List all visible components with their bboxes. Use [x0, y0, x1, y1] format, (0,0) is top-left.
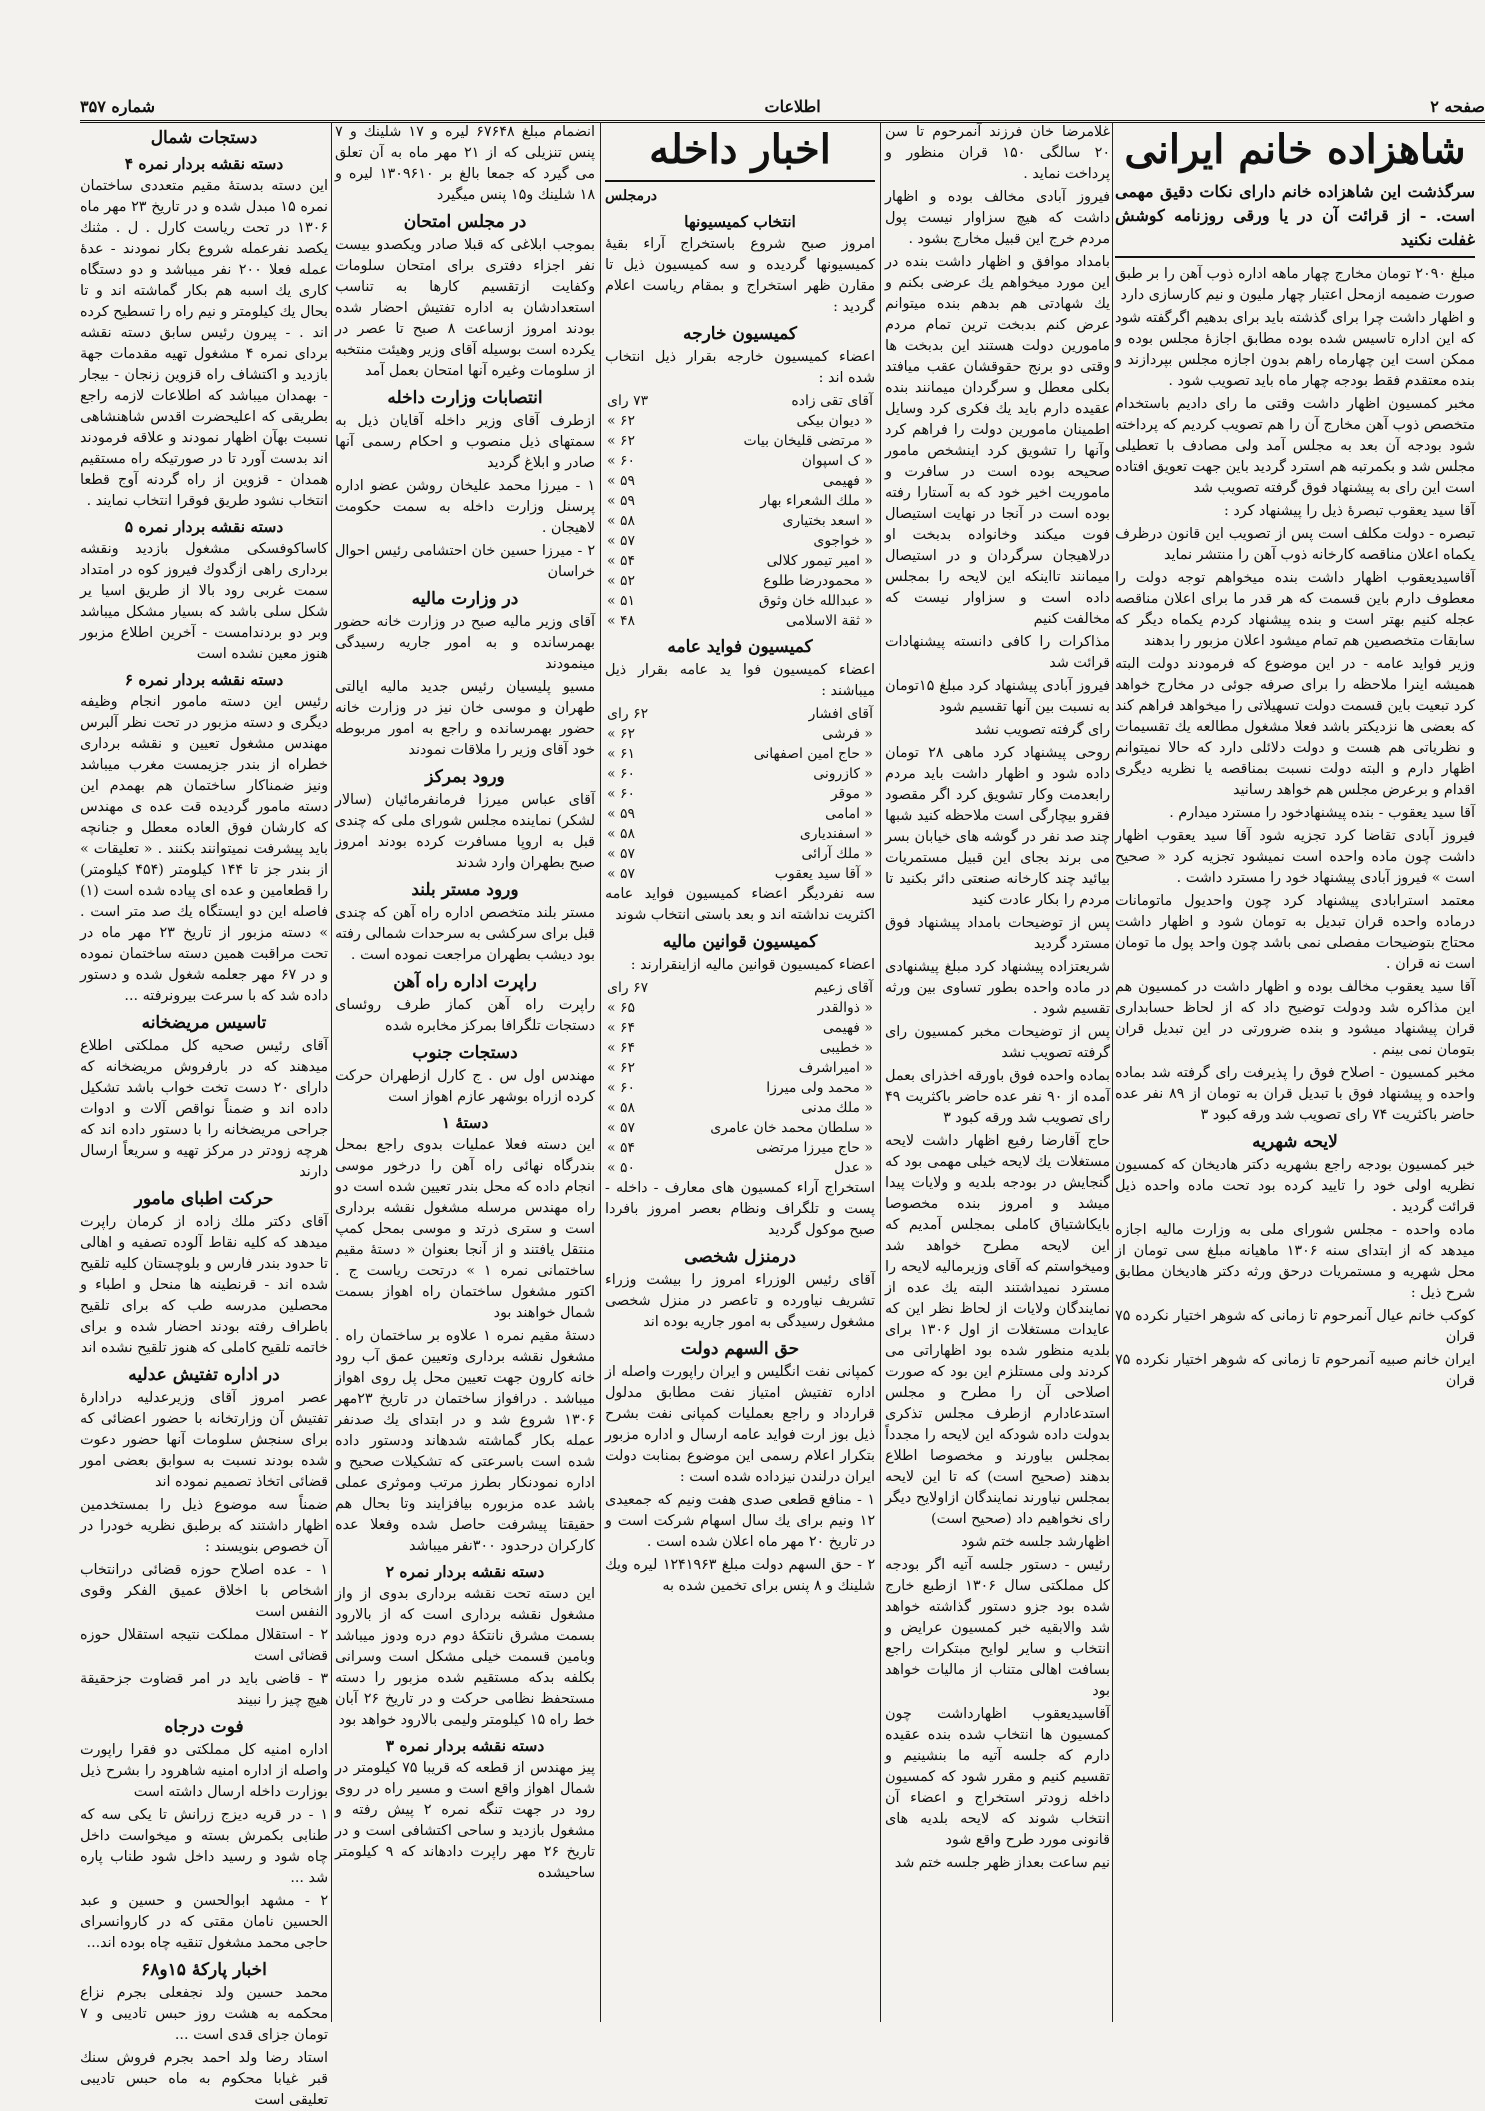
paragraph: رئیس این دسته مامور انجام وظیفه دیگری و دسته مزبور در تحت نظر آلبرس مهندس مشغول تعیین و نقشه برداری خطراه از بندر جزیمست مغرب میباشد ونیز ضمناکار ساختمان هم بهمدم این دسته مامور گردیده قت عده ی مهندس که کارشان فوق العاده معطل و جنانچه باید پیشرفت نمیتوانند بکنند . « تعلیقات » از بندر جز تا ۱۴۴ کیلومتر (۴۵۴ کیلومتر) را قطعامین و عده ای پیاده شده است (۱) فاصله این دو ایستگاه یك صد متر است . » دسته مزبور از تاریخ ۲۳ مهر ماه در تحت مراقبت همین دسته ساختمان نموده و در ۶۷ مهر جعلمه شغول شده و دستور داده شد که با سرعت بیرونرفته ... [80, 694, 329, 1004]
section-heading: در اداره تفتیش عدلیه [128, 1365, 280, 1385]
member-votes: ۵۹ » [607, 493, 636, 509]
section-heading: حق السهم دولت [680, 1339, 800, 1359]
member-name: « ملك آرائی [801, 846, 873, 862]
paragraph: آقای رئیس صحیه کل مملکتی اطلاع میدهند که در بارفروش مریضخانه که دارای ۲۰ دست تخت خواب باشد تشکیل داده اند و ضمناً نواقص آلات و ادوات جراحی مریضخانه را با دستور داده اند که هرچه زودتر در مرکز تهیه و سریعاً ارسال دارند [80, 1038, 328, 1180]
paragraph: دستهٔ مقیم نمره ۱ علاوه بر ساختمان راه . مشغول نقشه برداری وتعیین عمق آب رود خانه کارون جهت تعیین محل پل روی اهواز میباشد . درافواز ساختمان در تاریخ ۲۳مهر ۱۳۰۶ شروع شد و در ابتدای یك صدنفر عمله بکار گماشته شدهاند ودستور داده شده است باسرعتی که تشکیلات صحیح و اداره نمودنکار بطرز مرتب وموثری عملی باشد عده مزبوره بیافزایند وتا بحال هم حقیقتا پیشرفت حاصل شده وفعلا عده کارکران درحدود ۳۰۰نفر میباشد [335, 1328, 595, 1554]
finance-committee-table [605, 978, 875, 1178]
member-name: آقای زعیم [814, 980, 873, 996]
paragraph: راپرت راه آهن کماز طرف روئسای دستجات تلگرافا بمرکز مخابره شده [335, 997, 595, 1034]
member-votes: ۶۲ » [607, 726, 636, 742]
member-votes: ۴۸ » [607, 613, 636, 629]
member-votes: ۶۰ » [607, 786, 636, 802]
member-row [605, 591, 875, 611]
member-name: « امامی [825, 806, 873, 822]
paragraph: پس از توضیحات بامداد پیشنهاد فوق مسترد گردید [885, 915, 1110, 952]
member-name: « اسعد بختیاری [782, 513, 873, 529]
member-votes: ۶۲ رای [607, 706, 649, 722]
member-votes: ۵۷ » [607, 533, 636, 549]
member-name: « آقا سید یعقوب [774, 866, 873, 882]
section-heading: حرکت اطبای مامور [134, 1189, 274, 1209]
member-votes: ۵۸ » [607, 826, 636, 842]
member-name: « کازرونی [813, 766, 873, 782]
member-name: « حاج امین اصفهانی [753, 746, 873, 762]
member-row [605, 864, 875, 884]
member-votes: ۵۴ » [607, 1140, 636, 1156]
member-votes: ۵۷ » [607, 1120, 636, 1136]
member-name: « محمودرضا طلوع [763, 573, 873, 589]
paragraph: اظهارشد جلسه ختم شود [961, 1534, 1110, 1550]
paragraph: مبلغ ۲۰۹۰ تومان مخارج چهار ماهه اداره ذوب آهن را بر طبق صورت ضمیمه ازمحل اعتبار چهار ملیون و نیم کارسازی دارد [1115, 266, 1476, 303]
paragraph: آقاسیدیعقوب اظهارداشت چون کمسیون ها انتخاب شده بنده عقیده دارم که جلسه آتیه ما بنشینیم و تقسیم کنیم و مقرر شود که کمسیون داخله زودتر استخراج و اعضاء آن انتخاب شوند که لایحه بلدیه های قانونی مورد طرح واقع شود [885, 1706, 1110, 1848]
member-name: آقای افشار [808, 706, 873, 722]
paragraph: کوکب خانم عیال آنمرحوم تا زمانی که شوهر اختیار نکرده ۷۵ قران [1115, 1308, 1475, 1345]
paragraph: پیز مهندس از قطعه که قریبا ۷۵ کیلومتر در شمال اهواز واقع است و مسیر راه در روی رود در جهت تنگه نمره ۲ پیش رفته و مشغول بازدید و ساحی اکتشافی است و در تاریخ ۲۶ مهر راپرت دادهاند که ۹ کیلومتر ساحیشده [335, 1760, 596, 1881]
paragraph: ۱ - میرزا محمد علیخان روشن عضو اداره پرسنل وزارت داخله به سمت حکومت لاهیجان . [335, 478, 595, 536]
paragraph: محمد حسین ولد نجفعلی بجرم نزاع محکمه به هشت روز حبس تادیبی و ۷ تومان جزای قدی است ... [80, 1985, 328, 2043]
paragraph: آقای وزیر مالیه صبح در وزارت خانه حضور بهمرسانده و به امور جاریه رسیدگی مینمودند [335, 614, 595, 672]
member-votes: ۵۸ » [607, 1100, 636, 1116]
section-heading: فوت درجاه [164, 1717, 244, 1737]
member-row [605, 551, 875, 571]
member-name: « ذوالقدر [817, 1000, 873, 1016]
member-votes: ۵۷ » [607, 846, 636, 862]
member-name: آقای تقی زاده [791, 393, 873, 409]
member-name: « ک اسپوان [801, 453, 873, 469]
member-row [605, 1078, 875, 1098]
member-votes: ۶۲ » [607, 413, 636, 429]
page-masthead [80, 80, 1485, 123]
paragraph: بماده واحده فوق باورقه اخذرای بعمل آمده از ۹۰ نفر عده حاضر باکثریت ۴۹ رای تصویب شد ورقه کبود ۳ [885, 1068, 1111, 1126]
paragraph: رای گرفته تصویب نشد [974, 722, 1110, 738]
member-row [605, 491, 875, 511]
member-name: « عبدالله خان وثوق [758, 593, 873, 609]
paragraph: فیروز آبادی پیشنهاد کرد مبلغ ۱۵تومان به نسبت بین آنها تقسیم شود [885, 678, 1110, 715]
section-heading: دسته نقشه بردار نمره ۶ [124, 670, 284, 689]
section-heading: کمیسیون فواید عامه [667, 637, 813, 657]
paragraph: شریعتزاده پیشنهاد کرد مبلغ پیشنهادی در ماده واحده بطور تساوی بین ورثه تقسیم شود . [885, 959, 1110, 1017]
serial-ingress: سرگذشت این شاهزاده خانم دارای نکات دقیق مهمی است. - از قرائت آن در یا ورقی روزنامه کوشش غفلت نکنید [1115, 180, 1475, 258]
member-row [605, 804, 875, 824]
paragraph: ۱ - عده اصلاح حوزه قضائی درانتخاب اشخاص با اخلاق عمیق الفکر وقوی النفس است [80, 1562, 328, 1620]
member-row [605, 724, 875, 744]
member-name: « امیراشرف [798, 1060, 873, 1076]
section-heading: لایحه شهریه [1252, 1132, 1338, 1152]
paragraph: آقا سید یعقوب - بنده پیشنهادخود را مسترد میدارم . [1169, 805, 1475, 821]
member-votes: ۵۲ » [607, 573, 636, 589]
paragraph: عصر امروز آقای وزیرعدلیه درادارهٔ تفتیش آن وزارتخانه با حضور اعضائی که برای سنجش سلومات آنها حضور دعوت شده بودند نسبت به سوابق بعضی امور قضائی اتخاذ تصمیم نموده اند [80, 1390, 328, 1490]
paragraph: ضمناً سه موضوع ذیل را بمستخدمین اظهار داشتند که برطبق نظریه خودرا در آن خصوص بنویسند : [80, 1497, 328, 1555]
member-votes: ۶۲ » [607, 1060, 636, 1076]
member-name: « حاج میرزا مرتضی [756, 1140, 873, 1156]
member-row [605, 744, 875, 764]
member-votes: ۵۷ » [607, 866, 636, 882]
paragraph: امروز صبح شروع باستخراج آراء بقیهٔ کمیسیونها گردیده و سه کمیسیون ذیل تا مقارن ظهر استخراج و بمقام ریاست اعلام گردید : [605, 236, 875, 315]
paragraph: آقا سید یعقوب مخالف بوده و اظهار داشت در کمسیون هم این مذاکره شد ودولت توضیح داد که از لحاظ حسابداری قران پیشنهاد میشود و بنده ضرورتی در این تبدیل قران بتومان نمی بینم . [1115, 979, 1475, 1058]
member-votes: ۵۹ » [607, 806, 636, 822]
section-heading: دسته نقشه بردار نمره ۳ [385, 1736, 545, 1755]
member-votes: ۵۰ » [607, 1160, 636, 1176]
paragraph: ماده واحده - مجلس شورای ملی به وزارت مالیه اجازه میدهد که از ابتدای سنه ۱۳۰۶ ماهیانه مبلغ سی تومان از محل شهریه و مستمریات درحق ورثه دکتر هادیخان مطابق شرح ذیل : [1115, 1222, 1476, 1301]
section-heading: درمنزل شخصی [684, 1247, 796, 1267]
member-votes: ۵۱ » [607, 593, 636, 609]
member-name: « ملك مدنی [801, 1100, 873, 1116]
column-news-2 [335, 122, 595, 2022]
member-row [605, 998, 875, 1018]
member-name: « عدل [834, 1160, 873, 1176]
member-row [605, 1098, 875, 1118]
paragraph: اعضاء کمیسیون قوانین مالیه ازاینقرارند : [630, 957, 875, 973]
member-row [605, 978, 875, 998]
section-heading: در مجلس امتحان [403, 212, 527, 232]
member-name: « دیوان بیکی [796, 413, 873, 429]
paragraph: آقا سید یعقوب تبصرهٔ ذیل را پیشنهاد کرد : [1224, 503, 1475, 519]
member-votes: ۶۴ » [607, 1020, 636, 1036]
section-heading: تاسیس مریضخانه [141, 1013, 267, 1033]
paragraph: آقای عباس میرزا فرمانفرمائیان (سالار لشکر) نماینده مجلس شورای ملی که چندی قبل به اروپا مسافرت کرده بودند امروز صبح بطهران وارد شدند [335, 792, 595, 871]
paragraph: ۱ - در قریه دیزج زرانش تا یکی سه که طنابی بکمرش بسته و میخواست داخل چاه شود و رسید داخل شود طناب پاره شد ... [80, 1807, 328, 1886]
member-votes: ۵۸ » [607, 513, 636, 529]
member-row [605, 1118, 875, 1138]
member-row [605, 844, 875, 864]
paragraph: غلامرضا خان فرزند آنمرحوم تا سن ۲۰ سالگی ۱۵۰ قران منظور و پرداخت نماید . [885, 124, 1111, 182]
paragraph: استخراج آراء کمسیون های معارف - داخله - پست و تلگراف ونظام بعصر امروز بافردا صبح موکول گردید [605, 1180, 875, 1238]
paragraph: رئیس - دستور جلسه آتیه اگر بودجه کل مملکتی سال ۱۳۰۶ ازطبع خارج شده بود جزو دستور گذاشته خواهد شد والابقیه خبر کمسیون عرایض و انتخاب و سایر لوایح مبتکرات راجع بسافت اهالی متناب از مالیات خواهد بود [885, 1557, 1110, 1699]
member-row [605, 611, 875, 631]
member-votes: ۵۴ » [607, 553, 636, 569]
paragraph: آقاسیدیعقوب اظهار داشت بنده میخواهم توجه دولت را معطوف دارم باین قسمت که هر قدر ما برای اعلان مناقصه عجله کنیم بهتر است و بنده پیشنهاد کردم یکماه دیگر که سابقات متخصصین هم تمام میشود اعلان مزبور را بدهند [1115, 570, 1475, 649]
member-votes: ۶۱ » [607, 746, 636, 762]
section-heading: ورود مستر بلند [411, 880, 519, 900]
member-row [605, 451, 875, 471]
section-heading: اخبار پارکهٔ ۱۵و۶۸ [141, 1960, 267, 1980]
paragraph: کاساکوفسکی مشغول بازدید ونقشه برداری راهی ازگدوك فیروز کوه در امتداد سمت غربی رود بالا از طریق اسیا یر شکل سلی باشد که بسیار مشکل میباشد وبر دو بردندامست - آخرین اطلاع مزبور هنوز معین نشده است [80, 541, 328, 662]
paragraph: این دسته بدستهٔ مقیم متعددی ساختمان نمره ۱۵ مبدل شده و در تاریخ ۲۳ مهر ماه ۱۳۰۶ در تحت ریاست کارل . ل . مثنك یکصد نفرعمله شروع بکار نمودند - عدهٔ عمله فعلا ۲۰۰ نفر میباشد و دو دستگاه کاری یك اسبه هم بکار گماشته اند و تا بحال یك کیلومتر و نیم راه را تسطیح کرده اند . - پیرون رئیس سابق دسته نقشه بردای نمره ۴ مشغول تهیه مقدمات جهة بازدید و اکتشاف راه قزوین زنجان - بیجار - بهمدان میباشد که اطلاعات لازمه راجع بطریقی که اعلیحضرت اقدس شاهنشاهی نسبت بهآن اظهار نمودند و علاقه فرمودند اند بدست آورد تا در صورتیکه راه مستقیم همدان - قزوین از راه گردنه آوج قطعا انتخاب نشود طریق فوقرا انتخاب نمایند . [80, 178, 329, 509]
paragraph: این دسته فعلا عملیات بدوی راجع بمحل بندرگاه نهائی راه آهن را درخور موسی انجام داده که محل بندر تعیین شده است دو راه مهندس مرسله مشغول نقشه برداری است و ستری ذرتد و موسی بمحل کمپ منتقل یافتند و از آنجا بعنوان « دستهٔ مقیم ساختمانی نمره ۱ » درتحت ریاست ج . اکتور مشغول ساختمان راه اهواز بسمت شمال خواهند بود [335, 1137, 595, 1321]
member-votes: ۶۰ » [607, 1080, 636, 1096]
member-name: « فرشی [822, 726, 873, 742]
paragraph: معتمد استرابادی پیشنهاد کرد چون واحدیول ماتومانات درماده واحده قران تبدیل به تومان شود و اظهار داشت محتاج بتوضیحات مفصلی نمی باشد چون واحد پول ما تومان است نه قران . [1115, 893, 1475, 972]
member-name: « خطیبی [819, 1040, 873, 1056]
domestic-news-title: اخبار داخله [649, 126, 831, 173]
member-name: « اسفندیاری [799, 826, 873, 842]
paragraph: ۲ - حق السهم دولت مبلغ ۱۲۴۱۹۶۳ لیره ویك شلینك و ۸ پنس برای تخمین شده به [605, 1557, 875, 1594]
section-heading: دستجات شمال [150, 128, 258, 148]
section-heading: دستجات جنوب [412, 1043, 518, 1063]
paragraph: ازطرف آقای وزیر داخله آقایان ذیل به سمتهای ذیل منصوب و احکام رسمی آنها صادر و ابلاغ گردید [335, 413, 595, 471]
section-heading: انتخاب کمیسیونها [684, 212, 796, 231]
member-row [605, 1058, 875, 1078]
member-votes: ۶۰ » [607, 453, 636, 469]
paragraph: پس از توضیحات مخبر کمسیون رای گرفته تصویب نشد [885, 1024, 1110, 1061]
paragraph: وزیر فواید عامه - در این موضوع که فرمودند دولت البته همیشه اینرا ملاحظه را برای صرفه جوئی در مخارج خواهد کرد تبعیت باین قسمت دولت تسهیلاتی را میخواهد فراهم کند که بعضی ها نزدیکتر باشد فعلا مشغول مطالعه یك تقسیمات و نظریاتی هم هست و دولت دلائلی دارد که حالا نمیتوانم اظهار دارم و البته دولت نسبت بمناقصه یا نظریه دیگری اقدام و برعرض مجلس هم خواهد رسانید [1115, 656, 1475, 798]
page-number: صفحه ۲ [1430, 97, 1485, 116]
member-votes: ۷۳ رای [607, 393, 649, 409]
column-divider [600, 122, 601, 2022]
column-domestic-news [605, 122, 875, 2022]
paragraph: مهندس اول س . ج کارل ازطهران حرکت کرده ازراه بوشهر عازم اهواز است [335, 1068, 595, 1105]
paragraph: ۲ - میرزا حسین خان احتشامی رئیس احوال خراسان [335, 543, 595, 580]
paragraph: آقای دکتر ملك زاده از کرمان راپرت میدهد که کلیه نقاط آلوده تصفیه و اهالی تا حدود بندر فارس و بلوچستان کلیه تلقیح شده اند - قرنطینه ها منحل و اطباء و محصلین مدرسه طب که برای تلقیح باطراف رفته بودند احضار شده و برای خاتمه تلقیح کاملی که هنوز تلقیح نشده اند [80, 1214, 328, 1356]
paragraph: تبصره - دولت مکلف است پس از تصویب این قانون درظرف یکماه اعلان مناقصه کارخانه ذوب آهن را منتشر نماید [1115, 526, 1475, 563]
member-name: « ملك الشعراء بهار [760, 493, 873, 509]
paragraph: روحی پیشنهاد کرد ماهی ۲۸ تومان داده شود و اظهار داشت باید مردم رابعدمت وکار تشویق کرد اگر مقصود فقرو بیچارگی است ملاحظه کنید شبها چند صد نفر در گوشه های خیابان بسر می برند بجای این قبیل مستمریات بیائید چند کارخانه صنعتی دائر بکنید تا مردم را بکار عادت کنید [885, 745, 1110, 908]
paragraph: سه نفردیگر اعضاء کمیسیون فواید عامه اکثریت نداشته اند و بعد باستی انتخاب شوند [605, 886, 875, 923]
foreign-committee-table [605, 391, 875, 631]
paragraph: اعضاء کمیسیون خارجه بقرار ذیل انتخاب شده اند : [605, 349, 875, 386]
member-votes: ۶۵ » [607, 1000, 636, 1016]
member-votes: ۵۹ » [607, 473, 636, 489]
section-heading: دسته نقشه بردار نمره ۲ [385, 1562, 545, 1581]
member-name: « ثقة الاسلامی [785, 613, 873, 629]
paper-name: اطلاعات [764, 97, 821, 116]
paragraph: استاد رضا ولد احمد بجرم فروش سنك قبر غیابا محکوم به ماه حبس تادیبی تعلیقی است [80, 2050, 328, 2108]
member-name: « فهیمی [822, 473, 873, 489]
column-serial-story [1115, 122, 1475, 2022]
section-heading: در وزارت مالیه [411, 589, 519, 609]
paragraph: مستر بلند متخصص اداره راه آهن که چندی قبل برای سرکشی به سرحدات شمالی رفته بود دیشب بطهران مراجعت نموده است . [335, 905, 595, 963]
public-works-committee-table [605, 704, 875, 884]
paragraph: کمپانی نفت انگلیس و ایران راپورت واصله از اداره تفتیش امتیاز نفت مطابق مدلول قرارداد و راجع بعملیات کمپانی نفت بشرح ذیل بوز ارت فواید عامه ارسال و اداره مزبور بتکرار اعلام رسمی این موضوع بمنابت دولت ایران درلندن نیزداده شده است : [605, 1364, 875, 1485]
member-row [605, 1138, 875, 1158]
paragraph: فیروز آبادی تقاضا کرد تجزیه شود آقا سید یعقوب اظهار داشت چون ماده واحده است نمیشود تجزیه کرد « صحیح است » فیروز آبادی پیشنهاد خود را مسترد داشت . [1115, 828, 1475, 886]
paragraph: مخبر کمسیون اظهار داشت وقتی ما رای دادیم باستخدام متخصص ذوب آهن مخارج آن را هم تصویب کردیم که پرداخته شود بودجه آن بعد به مجلس آمد ولی مصادف با تعطیلی مجلس شد و بکمرتبه هم استرد گردید باین جهت تعویق افتاده است این رای به پیشنهاد فوق گرفته تصویب شد [1115, 396, 1475, 496]
column-news-3 [80, 122, 329, 2108]
paragraph: ۲ - استقلال مملکت نتیجه استقلال حوزه قضائی است [80, 1627, 328, 1664]
member-row [605, 784, 875, 804]
section-heading: کمیسیون خارجه [682, 324, 798, 344]
member-name: « امیر تیمور کلالی [766, 553, 873, 569]
member-votes: ۶۷ رای [607, 980, 649, 996]
paragraph: اداره امنیه کل مملکتی دو فقرا راپورت واصله از اداره امنیه شاهرود را بشرح ذیل بوزارت داخله ارسال داشته است [80, 1742, 328, 1800]
issue-number: شماره ۳۵۷ [80, 97, 155, 116]
paragraph: نیم ساعت بعداز ظهر جلسه ختم شد [894, 1855, 1110, 1871]
section-heading: دستهٔ ۱ [441, 1113, 489, 1132]
member-row [605, 471, 875, 491]
member-row [605, 1158, 875, 1178]
paragraph: آقای رئیس الوزراء امروز را بیشت وزراء تشریف نیاورده و تاعصر در منزل شخصی مشغول رسیدگی به امور جاریه بوده اند [605, 1272, 875, 1330]
paragraph: مذاکرات را کافی دانسته پیشنهادات قرائت شد [885, 634, 1110, 671]
member-row [605, 431, 875, 451]
member-name: « سلطان محمد خان عامری [710, 1120, 873, 1136]
member-name: « مرتضی قلیخان بیات [743, 433, 873, 449]
paragraph: ایران خانم صبیه آنمرحوم تا زمانی که شوهر اختیار نکرده ۷۵ قران [1115, 1352, 1475, 1389]
divider [605, 180, 875, 182]
paragraph: انضمام مبلغ ۶۷۶۴۸ لیره و ۱۷ شلینك و ۷ پنس تنزیلی که از ۲۱ مهر ماه به آن تعلق می گیرد که جمعا بالغ بر ۱۳۰۹۶۱۰ لیره و ۱۸ شلینك و۱۵ پنس میگیرد [335, 124, 596, 203]
paragraph: مسیو پلیسیان رئیس جدید مالیه ایالتی طهران و موسی خان نیز در وزارت خانه حضور بهمرسانده و راجع به امور مربوطه خود آقای وزیر را ملاقات نمودند [335, 679, 595, 758]
member-row [605, 411, 875, 431]
section-heading: راپرت اداره راه آهن [393, 972, 537, 992]
paragraph: اعضاء کمیسیون فوا ید عامه بقرار ذیل میباشند : [605, 662, 875, 699]
paragraph: بامداد موافق و اظهار داشت بنده در این مورد میخواهم یك عرضی بکنم و یك شهادتی هم بدهم بنده میتوانم عرض کنم بدبخت ترین تمام مردم مامورین دولت هستند این بدبخت ها وقتی دو برنج حقوقشان عقب میافتد بکلی معطل و سرگردان میمانند بنده عقیده دارم باید یك فکری کرد وسایل اطمینان مامورین دولت را فراهم کرد وآنها را تشویق کرد اینشخص مامور صحیحه بوده است در سافرت و ماموریت اخیر خود که به آستارا رفته بوده است در آنجا در نهایت استیصال فوت میکند وخانواده بدبخت او درلاهیجان سرگردان و در استیصال میمانند تااینکه این لایحه را بمجلس داده است و سزاوار نیست که مخالفت کنیم [885, 254, 1110, 627]
column-divider [331, 122, 332, 2022]
member-row [605, 764, 875, 784]
member-row [605, 1018, 875, 1038]
paragraph: بموجب ابلاغی که قبلا صادر ویکصدو بیست نفر اجزاء دفتری برای امتحان سلومات وکفایت ازتقسیم کارها به تناسب استعدادشان به اداره تفتیش احضار شده بودند امروز ازساعت ۸ صبح تا عصر در یکرده است بوسیله آقای وزیر وهیئت منتخبه از سلومات وغیره آنها امتحان بعمل آمد [335, 237, 595, 379]
paragraph: ۳ - قاضی باید در امر قضاوت جزحقیقة هیچ چیز را نبیند [80, 1671, 328, 1708]
member-name: « فهیمی [822, 1020, 873, 1036]
paragraph: ۱ - منافع قطعی صدی هفت ونیم که جمعیدی ۱۲ ونیم برای یك سال اسهام شرکت است و در تاریخ ۲۰ مهر ماه اعلان شده است . [605, 1492, 875, 1550]
member-row [605, 511, 875, 531]
section-heading: دسته نقشه بردار نمره ۴ [124, 154, 284, 173]
member-votes: ۶۴ » [607, 1040, 636, 1056]
paragraph: ۲ - مشهد ابوالحسن و حسین و عبد الحسین نامان مقتی که در کاروانسرای حاجی محمد مشغول تنقیه چاه بوده اند... [80, 1893, 328, 1951]
member-row [605, 1038, 875, 1058]
paragraph: این دسته تحت نقشه برداری بدوی از واز مشغول نقشه برداری است که از بالارود بسمت مشرق نانتکهٔ دوم دره ودوز میباشد وبامین قسمت خیلی مشکل است وسرانی بكلفه بدکه مستقیم شده مزبور را دسته مستحفظ نظامی حرکت و در تاریخ ۲۶ آبان خط راه ۱۵ کیلومتر ولیمی بالارود خواهد بود [335, 1586, 595, 1728]
paragraph: و اظهار داشت چرا برای گذشته باید برای بدهیم اگرگفته شود که این اداره تاسیس شده بوده مطابق اجازهٔ مجلس بوده و ممکن است این چهارماه راهم بدون اجازه مجلس بپردازند و بنده معتقدم فقط بودجه چهار ماه باید تصویب شود . [1115, 310, 1475, 389]
paragraph: مخبر کمسیون - اصلاح فوق را پذیرفت رای گرفته شد بماده واحده و پیشنهاد فوق با تبدیل قران به تومان از ۸۹ نفر عده حاضر باکثریت ۷۴ رای تصویب شد ورقه کبود ۳ [1115, 1065, 1476, 1123]
member-row [605, 531, 875, 551]
member-name: « موقر [830, 786, 873, 802]
section-heading: دسته نقشه بردار نمره ۵ [124, 517, 284, 536]
member-row [605, 391, 875, 411]
column-divider [1112, 122, 1113, 2022]
section-heading: کمیسیون قوانین مالیه [662, 932, 818, 952]
member-row [605, 704, 875, 724]
member-row [605, 571, 875, 591]
member-name: « خواجوی [813, 533, 873, 549]
paragraph: فیروز آبادی مخالف بوده و اظهار داشت که هیچ سزاوار نیست پول مردم خرج این قبیل مخارج بشود . [885, 189, 1110, 247]
member-name: « محمد ولی میرزا [766, 1080, 873, 1096]
serial-title: شاهزاده خانم ایرانی [1124, 126, 1466, 173]
section-heading: ورود بمرکز [425, 767, 505, 787]
member-votes: ۶۲ » [607, 433, 636, 449]
section-label: درمجلس [605, 188, 658, 204]
member-row [605, 824, 875, 844]
column-parliament-continued [885, 122, 1110, 2022]
column-divider [880, 122, 881, 2022]
paragraph: حاج آقارضا رفیع اظهار داشت لایحه مستغلات یك لایحه خیلی مهمی بود که گنجایش در بودجه بلدیه و ولایات پیدا میشد و امروز بنده مخصوصا بایکاشتیاق کاملی بمجلس آمدیم که این لایحه مطرح خواهد شد ومیخواستم که آقای وزیرمالیه لایحه را مسترد نمیداشتند البته یك عده از نمایندگان ولایات از لحاظ نظر این که عایدات مستغلات از اول ۱۳۰۶ برای بلدیه منظور شده بود اظهاراتی می کردند ولی مستلزم این بود که صورت اصلاحی آن را مطرح و مجلس استدعادارم ازطرف مجلس تذکری بدولت داده شودکه این لایحه را مجدداً بمجلس بیاورند و مخصوصا اطلاع بدهند (صحیح است) که تا این لایحه بمجلس نیاورند نمایندگان ازاولایح دیگر رای نخواهیم داد (صحیح است) [885, 1133, 1110, 1527]
paragraph: خبر کمسیون بودجه راجع بشهریه دکتر هادیخان که کمسیون نظریه اولی خود را تایید کرده بود تحت ماده واحده ذیل قرائت گردید . [1115, 1157, 1475, 1215]
member-votes: ۶۰ » [607, 766, 636, 782]
section-heading: انتصابات وزارت داخله [387, 388, 543, 408]
